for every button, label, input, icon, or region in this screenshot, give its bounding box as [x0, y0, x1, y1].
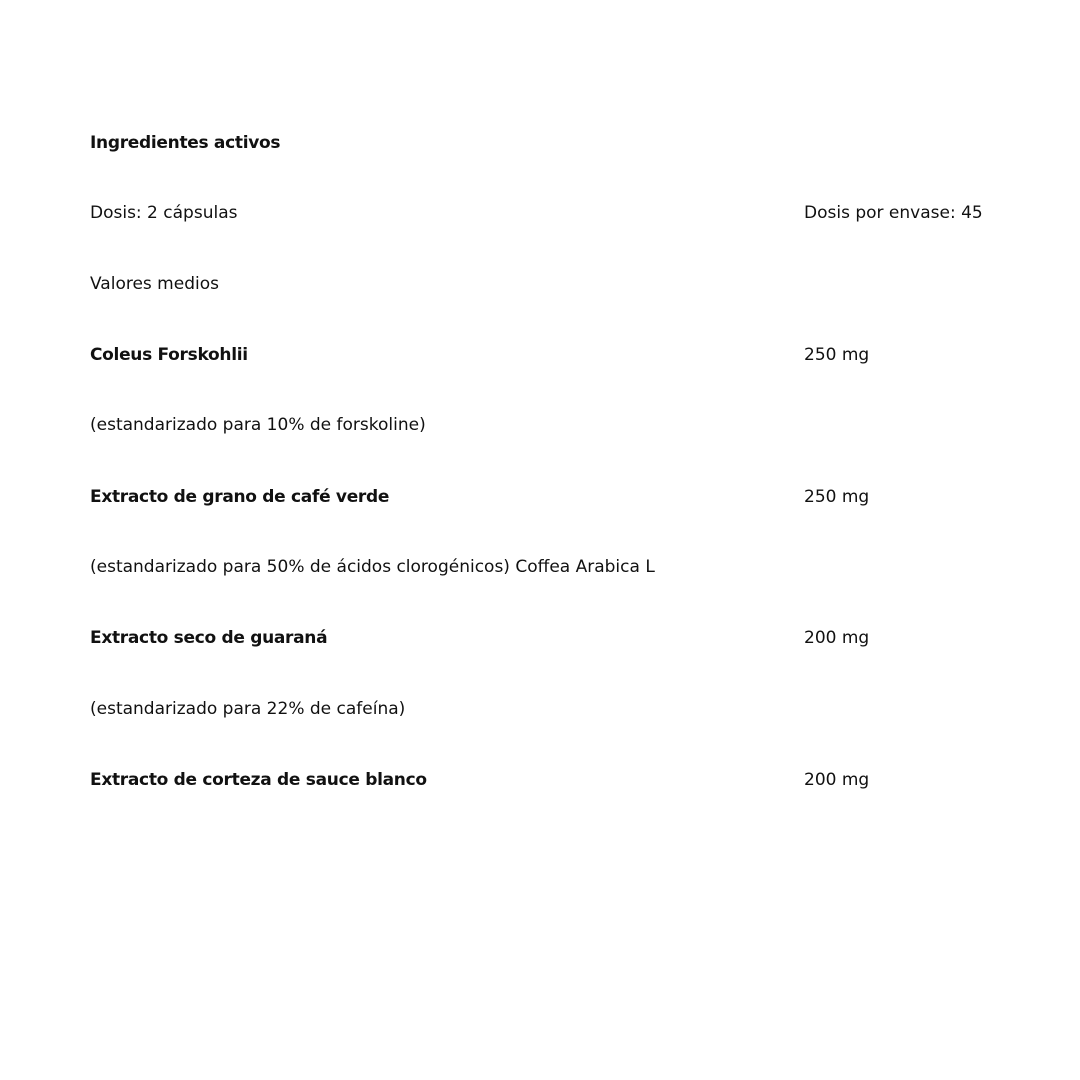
ingredient-note-coleus [90, 410, 990, 440]
ingredient-name: Coleus Forskohlii [90, 345, 248, 365]
ingredient-row-guarana [90, 623, 990, 653]
average-values-row [90, 269, 990, 299]
ingredient-row-green-coffee [90, 482, 990, 512]
ingredient-name: Extracto de corteza de sauce blanco [90, 770, 427, 790]
ingredient-note: (estandarizado para 50% de ácidos clorogénicos) Coffea Arabica L [90, 557, 655, 577]
ingredient-note: (estandarizado para 22% de cafeína) [90, 699, 406, 719]
ingredient-note: (estandarizado para 10% de forskoline) [90, 415, 426, 435]
ingredient-row-white-willow [90, 765, 990, 795]
ingredient-amount: 200 mg [804, 770, 870, 790]
doses-per-pack: Dosis por envase: 45 [804, 203, 983, 223]
dose-label: Dosis: 2 cápsulas [90, 203, 238, 223]
ingredient-note-green-coffee [90, 552, 990, 582]
ingredient-name: Extracto de grano de café verde [90, 487, 390, 507]
dose-row [90, 198, 990, 228]
ingredients-heading: Ingredientes activos [90, 133, 281, 153]
ingredient-name: Extracto seco de guaraná [90, 628, 328, 648]
ingredients-heading-row [90, 128, 990, 158]
ingredient-note-guarana [90, 694, 990, 724]
ingredient-amount: 250 mg [804, 487, 870, 507]
ingredient-amount: 200 mg [804, 628, 870, 648]
ingredient-row-coleus [90, 340, 990, 370]
ingredient-amount: 250 mg [804, 345, 870, 365]
average-values-label: Valores medios [90, 274, 219, 294]
